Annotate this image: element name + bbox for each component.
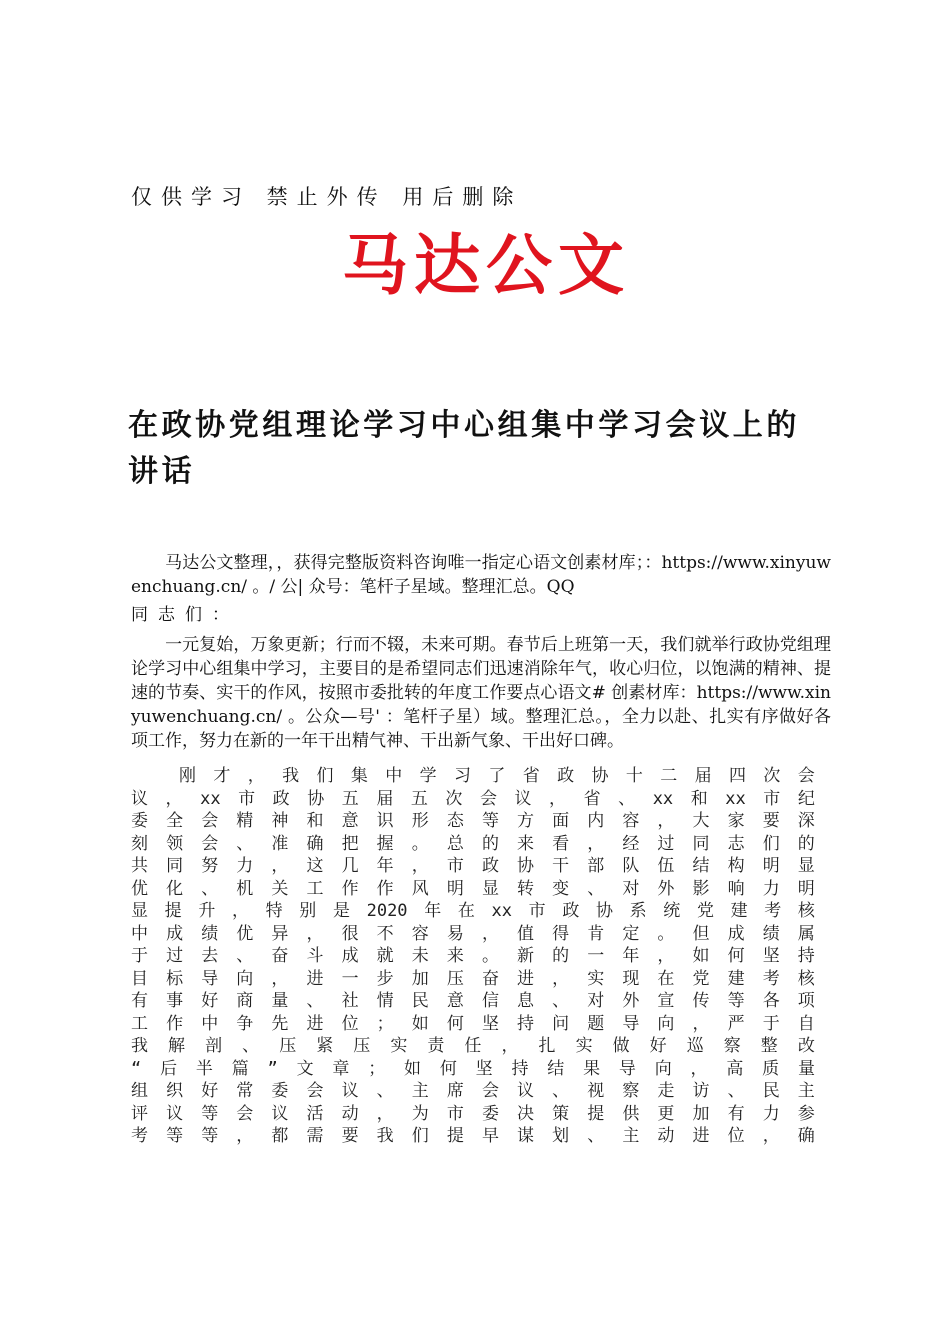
source-line — [131, 551, 831, 599]
spaced-line: 考 等 等 ， 都 需 要 我 们 提 早 谋 划 、 主 动 进 位 ， 确 — [131, 1126, 815, 1146]
spaced-paragraph — [131, 765, 815, 1148]
spaced-line: “ 后 半 篇 ” 文 章 ； 如 何 坚 持 结 果 导 向 ， 高 质 量 — [131, 1058, 815, 1079]
spaced-line: 中 成 绩 优 异 ， 很 不 容 易 ， 值 得 肯 定 。 但 成 绩 属 — [131, 923, 815, 944]
spaced-line: 委 全 会 精 神 和 意 识 形 态 等 方 面 内 容 ， 大 家 要 深 — [131, 811, 815, 831]
spaced-line: 刚 才 ， 我 们 集 中 学 习 了 省 政 协 十 二 届 四 次 会 — [179, 766, 815, 786]
spaced-line: 刻 领 会 、 准 确 把 握 。 总 的 来 看 ， 经 过 同 志 们 的 — [131, 833, 815, 854]
spaced-line: 我 解 剖 、 压 紧 压 实 责 任 ， 扎 实 做 好 巡 察 整 改 — [131, 1036, 815, 1056]
spaced-line: 评 议 等 会 议 活 动 ， 为 市 委 决 策 提 供 更 加 有 力 参 — [131, 1103, 815, 1124]
intro-text: 一元复始，万象更新；行而不辍，未来可期。春节后上班第一天，我们就举行政协党组理论学习中心组集中学习，主要目的是希望同志们迅速消除年气，收心归位，以饱满的精神、提速的节奏、实干的作风，按照市委批转的年度工作要点心语文# 创素材库：https://www.xinyuwenchuang.cn/ 。公众—号' ：笔杆子星）域。整理汇总。，全力以赴、扎实有序做好各项工作，努力在新的一年干出精气神、干出新气象、干出好口碑。 — [131, 635, 831, 751]
usage-notice: 仅供学习 禁止外传 用后删除 — [131, 185, 523, 209]
spaced-line: 于 过 去 、 奋 斗 成 就 未 来 。 新 的 一 年 ， 如 何 坚 持 — [131, 946, 815, 966]
intro-paragraph — [131, 633, 831, 753]
greeting: 同志们： — [131, 605, 239, 625]
spaced-line: 议 ， xx 市 政 协 五 届 五 次 会 议 ， 省 、 xx 和 xx 市 纪 — [131, 788, 815, 809]
spaced-line: 组 织 好 常 委 会 议 、 主 席 会 议 、 视 察 走 访 、 民 主 — [131, 1081, 815, 1101]
spaced-line: 目 标 导 向 ， 进 一 步 加 压 奋 进 ， 实 现 在 党 建 考 核 — [131, 968, 815, 989]
spaced-line: 优 化 、 机 关 工 作 作 风 明 显 转 变 、 对 外 影 响 力 明 — [131, 878, 815, 899]
spaced-line: 工 作 中 争 先 进 位 ； 如 何 坚 持 问 题 导 向 ， 严 于 自 — [131, 1013, 815, 1034]
brand-title: 马达公文 — [342, 226, 630, 304]
source-text: 马达公文整理，，获得完整版资料咨询唯一指定心语文创素材库；：https://www.xinyuwenchuang.cn/ 。/ 公| 众号：笔杆子星域。整理汇总。QQ — [131, 553, 831, 597]
spaced-line: 共 同 努 力 ， 这 几 年 ， 市 政 协 干 部 队 伍 结 构 明 显 — [131, 856, 815, 876]
document-title: 在政协党组理论学习中心组集中学习会议上的讲话 — [128, 408, 800, 489]
spaced-line: 有 事 好 商 量 、 社 情 民 意 信 息 、 对 外 宣 传 等 各 项 — [131, 991, 815, 1011]
spaced-line: 显 提 升 ， 特 别 是 2020 年 在 xx 市 政 协 系 统 党 建 考 核 — [131, 901, 815, 921]
